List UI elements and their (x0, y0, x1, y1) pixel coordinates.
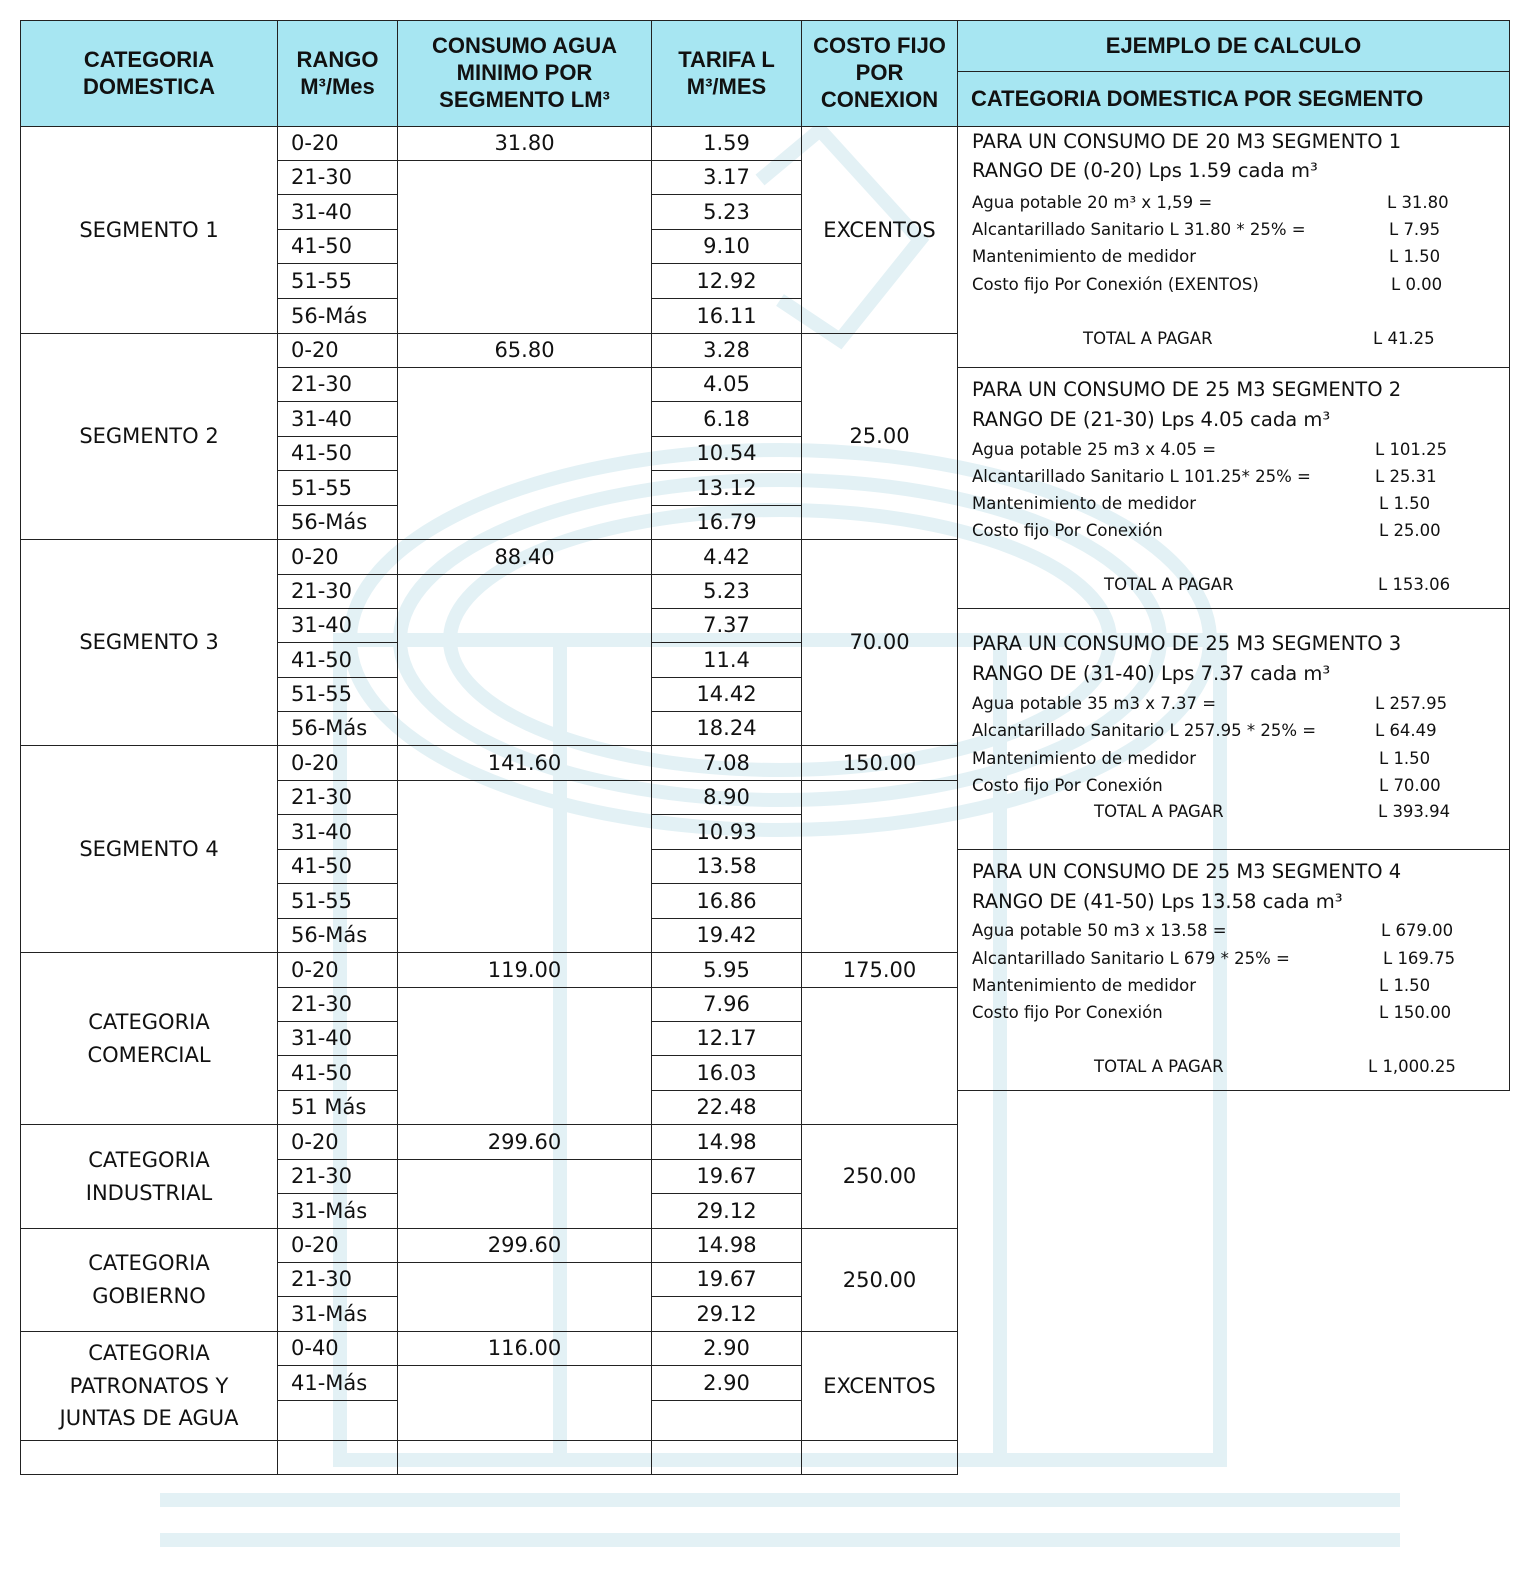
tarifa-cell-text: 2.90 (703, 1336, 750, 1361)
tarifa-cell (651, 711, 802, 746)
example-line-label: Alcantarillado Sanitario L 679 * 25% = (972, 949, 1290, 968)
rango-cell (277, 229, 398, 264)
rango-cell-text: 31-40 (291, 819, 353, 844)
example-line-value: L 64.49 (1375, 721, 1437, 740)
category-cell-text: SEGMENTO 3 (79, 630, 219, 655)
rango-cell-text: 0-20 (291, 750, 339, 775)
costo-fijo-empty-cell (801, 987, 958, 1125)
example-line-label: Alcantarillado Sanitario L 101.25* 25% = (972, 467, 1311, 486)
tarifa-cell (651, 883, 802, 919)
tarifa-cell (651, 642, 802, 678)
example-line-value: L 1.50 (1379, 976, 1431, 995)
rango-cell (277, 1021, 398, 1056)
rango-cell-text: 41-Más (291, 1370, 368, 1395)
rango-cell (277, 367, 398, 402)
example-line-label: Alcantarillado Sanitario L 257.95 * 25% = (972, 721, 1317, 740)
rango-cell (277, 1296, 398, 1332)
rango-cell-text: 51 Más (291, 1095, 367, 1120)
tarifa-cell-text: 14.98 (696, 1233, 757, 1258)
minimo-empty-cell (397, 780, 652, 953)
tarifa-cell (651, 229, 802, 264)
category-cell-text: SEGMENTO 2 (79, 424, 219, 449)
rango-cell-text: 31-40 (291, 199, 353, 224)
example-line-label: Agua potable 25 m3 x 4.05 = (972, 440, 1217, 459)
empty-row-cell (20, 1440, 278, 1475)
example-line-label: Costo fijo Por Conexión (972, 1003, 1163, 1022)
example-total-label: TOTAL A PAGAR (1083, 329, 1213, 348)
rango-cell (277, 470, 398, 506)
rango-cell (277, 1262, 398, 1297)
category-cell (20, 952, 278, 1125)
rango-cell-text: 21-30 (291, 579, 353, 604)
rango-cell (277, 918, 398, 953)
example-line-value: L 150.00 (1379, 1003, 1452, 1022)
rango-cell (277, 1055, 398, 1091)
tarifa-cell-text: 3.17 (703, 165, 750, 190)
rango-cell (277, 1228, 398, 1263)
example-line-value: L 31.80 (1387, 193, 1449, 212)
tarifa-cell (651, 298, 802, 334)
costo-fijo-cell (801, 745, 958, 781)
category-cell-text: CATEGORIA PATRONATOS Y JUNTAS DE AGUA (59, 1341, 239, 1431)
tarifa-cell-text: 13.58 (696, 854, 757, 879)
tarifa-cell-text: 5.95 (703, 957, 750, 982)
tarifa-cell-text: 7.96 (703, 992, 750, 1017)
minimo-cell (397, 333, 652, 368)
example-line-value: L 1.50 (1379, 494, 1431, 513)
tarifa-cell-text: 19.42 (696, 923, 757, 948)
rango-cell (277, 539, 398, 575)
empty-row-cell (277, 1440, 398, 1475)
rango-cell (277, 677, 398, 712)
rango-cell (277, 849, 398, 884)
tarifa-cell (651, 1055, 802, 1091)
minimo-cell (397, 1124, 652, 1160)
rango-cell-text: 21-30 (291, 785, 353, 810)
tarifa-cell (651, 367, 802, 402)
header-ejemplo-sub (957, 71, 1510, 127)
rango-cell-text: 41-50 (291, 441, 353, 466)
minimo-cell-text: 299.60 (487, 1129, 562, 1154)
tarifa-cell-text: 12.92 (696, 268, 757, 293)
rango-cell-text: 51-55 (291, 682, 353, 707)
example-total-label: TOTAL A PAGAR (1104, 575, 1234, 594)
example-line-label: Costo fijo Por Conexión (972, 776, 1163, 795)
example-line-value: L 0.00 (1391, 275, 1443, 294)
rango-cell (277, 883, 398, 919)
example-line-label: Costo fijo Por Conexión (EXENTOS) (972, 275, 1259, 294)
example-title: PARA UN CONSUMO DE 25 M3 SEGMENTO 4 (972, 860, 1402, 883)
tarifa-cell (651, 1400, 802, 1441)
rango-cell-text: 21-30 (291, 165, 353, 190)
tarifa-cell (651, 1159, 802, 1194)
rango-cell-text: 41-50 (291, 854, 353, 879)
rango-cell-text: 21-30 (291, 372, 353, 397)
header-tarifa-label: TARIFA L M³/MES (678, 46, 775, 99)
example-panel-segmento-4 (957, 849, 1510, 1091)
costo-fijo-cell (801, 1124, 958, 1229)
costo-fijo-cell-text: 70.00 (849, 630, 910, 655)
example-line-value: L 679.00 (1381, 921, 1454, 940)
tarifa-cell (651, 1262, 802, 1297)
rango-cell (277, 194, 398, 230)
rango-cell (277, 1400, 398, 1441)
minimo-empty-cell (397, 1262, 652, 1332)
minimo-cell (397, 126, 652, 161)
rango-cell (277, 1193, 398, 1229)
tarifa-cell (651, 952, 802, 988)
example-line-label: Agua potable 35 m3 x 7.37 = (972, 694, 1217, 713)
example-title: PARA UN CONSUMO DE 25 M3 SEGMENTO 3 (972, 632, 1402, 655)
example-panel-segmento-1 (957, 126, 1510, 368)
costo-fijo-cell (801, 126, 958, 334)
example-line-value: L 25.00 (1379, 521, 1441, 540)
minimo-cell-text: 119.00 (487, 957, 562, 982)
example-total-value: L 41.25 (1373, 329, 1435, 348)
tarifa-cell-text: 12.17 (696, 1026, 757, 1051)
example-rate: RANGO DE (0-20) Lps 1.59 cada m³ (972, 159, 1318, 182)
example-line-label: Mantenimiento de medidor (972, 976, 1197, 995)
tarifa-cell (651, 539, 802, 575)
tarifa-cell-text: 10.93 (696, 819, 757, 844)
example-title: PARA UN CONSUMO DE 20 M3 SEGMENTO 1 (972, 130, 1402, 153)
rango-cell (277, 745, 398, 781)
rango-cell-text: 51-55 (291, 888, 353, 913)
costo-fijo-cell-text: EXCENTOS (823, 1373, 936, 1398)
category-cell (20, 539, 278, 746)
header-categoria (20, 20, 278, 127)
costo-fijo-cell (801, 539, 958, 746)
rango-cell-text: 56-Más (291, 716, 368, 741)
rango-cell (277, 298, 398, 334)
tarifa-cell-text: 5.23 (703, 579, 750, 604)
minimo-empty-cell (397, 1159, 652, 1229)
category-cell-text: CATEGORIA GOBIERNO (88, 1251, 210, 1308)
tarifa-cell-text: 16.11 (696, 303, 757, 328)
rango-cell (277, 574, 398, 609)
example-line-label: Mantenimiento de medidor (972, 494, 1197, 513)
example-line-label: Mantenimiento de medidor (972, 247, 1197, 266)
empty-row-cell (397, 1440, 652, 1475)
costo-fijo-empty-cell (801, 780, 958, 953)
example-line-value: L 7.95 (1389, 220, 1441, 239)
tarifa-cell (651, 1228, 802, 1263)
example-total-value: L 1,000.25 (1368, 1057, 1456, 1076)
header-rango (277, 20, 398, 127)
rango-cell-text: 21-30 (291, 992, 353, 1017)
rango-cell (277, 987, 398, 1022)
tarifa-cell (651, 436, 802, 471)
rango-cell-text: 0-20 (291, 1129, 339, 1154)
tarifa-cell-text: 16.79 (696, 510, 757, 535)
rango-cell (277, 436, 398, 471)
category-cell (20, 1331, 278, 1441)
rango-cell (277, 126, 398, 161)
example-rate: RANGO DE (31-40) Lps 7.37 cada m³ (972, 662, 1331, 685)
tarifa-cell-text: 22.48 (696, 1095, 757, 1120)
tarifa-cell-text: 16.86 (696, 888, 757, 913)
header-tarifa (651, 20, 802, 127)
tarifa-cell (651, 574, 802, 609)
category-cell (20, 333, 278, 540)
costo-fijo-cell (801, 952, 958, 988)
minimo-cell-text: 141.60 (487, 750, 562, 775)
rango-cell-text: 0-20 (291, 1233, 339, 1258)
category-cell-text: CATEGORIA INDUSTRIAL (85, 1147, 213, 1205)
minimo-cell-text: 299.60 (487, 1233, 562, 1258)
rango-cell-text: 56-Más (291, 510, 368, 535)
header-rango-label: RANGO M³/Mes (296, 46, 379, 99)
example-total-value: L 393.94 (1378, 802, 1451, 821)
costo-fijo-cell (801, 333, 958, 540)
category-cell-text: CATEGORIA COMERCIAL (87, 1009, 211, 1067)
example-title: PARA UN CONSUMO DE 25 M3 SEGMENTO 2 (972, 378, 1402, 401)
tarifa-cell-text: 19.67 (696, 1164, 757, 1189)
category-cell-text: SEGMENTO 4 (79, 836, 219, 861)
header-consumo-label: CONSUMO AGUA MINIMO POR SEGMENTO LM³ (432, 33, 617, 112)
header-ejemplo (957, 20, 1510, 72)
costo-fijo-cell (801, 1331, 958, 1441)
minimo-cell (397, 539, 652, 575)
rango-cell-text: 41-50 (291, 234, 353, 259)
rango-cell-text: 41-50 (291, 647, 353, 672)
header-consumo-minimo (397, 20, 652, 127)
example-line-label: Alcantarillado Sanitario L 31.80 * 25% = (972, 220, 1306, 239)
rango-cell (277, 1365, 398, 1401)
rango-cell-text: 31-40 (291, 1026, 353, 1051)
category-cell (20, 1228, 278, 1332)
minimo-empty-cell (397, 367, 652, 540)
costo-fijo-cell-text: 150.00 (842, 750, 917, 775)
tarifa-cell (651, 780, 802, 815)
tarifa-cell-text: 29.12 (696, 1301, 757, 1326)
costo-fijo-cell-text: 250.00 (842, 1267, 917, 1292)
tarifa-cell-text: 1.59 (703, 131, 750, 156)
rango-cell (277, 780, 398, 815)
costo-fijo-cell-text: 175.00 (842, 957, 917, 982)
minimo-empty-cell (397, 987, 652, 1125)
tarifa-cell (651, 401, 802, 437)
rango-cell (277, 1090, 398, 1125)
header-ejemplo-label: EJEMPLO DE CALCULO (1105, 32, 1362, 58)
tarifa-cell (651, 1331, 802, 1366)
example-rate: RANGO DE (21-30) Lps 4.05 cada m³ (972, 408, 1331, 431)
example-total-label: TOTAL A PAGAR (1094, 1057, 1224, 1076)
tarifa-cell-text: 18.24 (696, 716, 757, 741)
tarifa-cell-text: 2.90 (703, 1370, 750, 1395)
tarifa-cell (651, 1365, 802, 1401)
costo-fijo-cell-text: EXCENTOS (823, 217, 936, 242)
minimo-cell-text: 116.00 (487, 1336, 562, 1361)
tarifa-cell-text: 13.12 (696, 475, 757, 500)
tarifa-cell (651, 160, 802, 195)
header-costo-fijo (801, 20, 958, 127)
tarifa-cell (651, 849, 802, 884)
rango-cell-text: 21-30 (291, 1164, 353, 1189)
example-total-value: L 153.06 (1378, 575, 1451, 594)
tarifa-cell (651, 1124, 802, 1160)
example-line-value: L 101.25 (1375, 440, 1448, 459)
tarifa-cell-text: 9.10 (703, 234, 750, 259)
minimo-cell-text: 31.80 (494, 131, 555, 156)
rango-cell-text: 51-55 (291, 475, 353, 500)
rango-cell-text: 31-Más (291, 1301, 368, 1326)
tarifa-cell-text: 16.03 (696, 1060, 757, 1085)
rango-cell-text: 0-20 (291, 544, 339, 569)
tarifa-cell (651, 608, 802, 643)
example-panel-segmento-2 (957, 367, 1510, 609)
rango-cell-text: 0-40 (291, 1336, 339, 1361)
example-line-value: L 1.50 (1379, 749, 1431, 768)
tarifa-cell-text: 19.67 (696, 1267, 757, 1292)
rango-cell (277, 505, 398, 540)
category-cell-text: SEGMENTO 1 (79, 217, 219, 242)
tarifa-cell-text: 8.90 (703, 785, 750, 810)
header-categoria-label: CATEGORIA DOMESTICA (83, 46, 215, 99)
minimo-cell (397, 1228, 652, 1263)
tarifa-cell (651, 745, 802, 781)
rango-cell (277, 160, 398, 195)
rango-cell (277, 952, 398, 988)
minimo-cell-text: 65.80 (494, 338, 555, 363)
rango-cell-text: 31-40 (291, 613, 353, 638)
minimo-cell-text: 88.40 (494, 544, 555, 569)
example-panel-segmento-3 (957, 608, 1510, 850)
tarifa-cell (651, 677, 802, 712)
minimo-empty-cell (397, 574, 652, 746)
example-total-label: TOTAL A PAGAR (1094, 802, 1224, 821)
tarifa-cell (651, 263, 802, 299)
example-line-value: L 70.00 (1379, 776, 1441, 795)
tarifa-cell-text: 4.05 (703, 372, 750, 397)
costo-fijo-cell-text: 25.00 (849, 424, 910, 449)
tarifa-cell (651, 126, 802, 161)
rango-cell-text: 21-30 (291, 1267, 353, 1292)
example-line-value: L 1.50 (1389, 247, 1441, 266)
tarifa-cell (651, 333, 802, 368)
rango-cell (277, 263, 398, 299)
tarifa-cell-text: 14.42 (696, 682, 757, 707)
rango-cell (277, 1159, 398, 1194)
rango-cell-text: 0-20 (291, 131, 339, 156)
minimo-cell (397, 1331, 652, 1366)
example-line-label: Costo fijo Por Conexión (972, 521, 1163, 540)
costo-fijo-cell (801, 1228, 958, 1332)
tarifa-cell (651, 470, 802, 506)
tarifa-cell-text: 4.42 (703, 544, 750, 569)
category-cell (20, 745, 278, 953)
rango-cell-text: 51-55 (291, 268, 353, 293)
tarifa-cell (651, 1193, 802, 1229)
tarifa-cell-text: 6.18 (703, 406, 750, 431)
tarifa-cell (651, 194, 802, 230)
minimo-empty-cell (397, 1365, 652, 1441)
rango-cell (277, 1124, 398, 1160)
tarifa-cell (651, 1090, 802, 1125)
example-rate: RANGO DE (41-50) Lps 13.58 cada m³ (972, 890, 1343, 913)
tarifa-cell-text: 7.08 (703, 750, 750, 775)
rango-cell (277, 401, 398, 437)
tarifa-cell-text: 3.28 (703, 338, 750, 363)
rango-cell-text: 0-20 (291, 957, 339, 982)
rango-cell (277, 711, 398, 746)
tarifa-cell (651, 814, 802, 850)
tarifa-cell-text: 14.98 (696, 1129, 757, 1154)
example-line-value: L 25.31 (1375, 467, 1437, 486)
tarifa-cell-text: 29.12 (696, 1198, 757, 1223)
tarifa-cell-text: 10.54 (696, 441, 757, 466)
tarifa-cell-text: 11.4 (703, 647, 750, 672)
rango-cell-text: 31-Más (291, 1198, 368, 1223)
rango-cell-text: 0-20 (291, 338, 339, 363)
minimo-cell (397, 952, 652, 988)
tarifa-cell (651, 918, 802, 953)
rango-cell-text: 31-40 (291, 406, 353, 431)
tarifa-cell (651, 987, 802, 1022)
tarifa-cell (651, 1296, 802, 1332)
category-cell (20, 126, 278, 334)
tarifa-cell-text: 5.23 (703, 199, 750, 224)
example-line-label: Agua potable 20 m³ x 1,59 = (972, 193, 1213, 212)
minimo-empty-cell (397, 160, 652, 334)
header-costo-label: COSTO FIJO POR CONEXION (813, 33, 946, 112)
category-cell (20, 1124, 278, 1229)
example-line-label: Mantenimiento de medidor (972, 749, 1197, 768)
example-line-label: Agua potable 50 m3 x 13.58 = (972, 921, 1227, 940)
rango-cell (277, 333, 398, 368)
header-ejemplo-sub-label: CATEGORIA DOMESTICA POR SEGMENTO (971, 85, 1424, 111)
rango-cell (277, 608, 398, 643)
rango-cell-text: 56-Más (291, 923, 368, 948)
rango-cell (277, 642, 398, 678)
example-line-value: L 169.75 (1383, 949, 1456, 968)
minimo-cell (397, 745, 652, 781)
empty-row-cell (651, 1440, 802, 1475)
rango-cell (277, 814, 398, 850)
tarifa-cell-text: 7.37 (703, 613, 750, 638)
example-line-value: L 257.95 (1375, 694, 1448, 713)
empty-row-cell (801, 1440, 958, 1475)
costo-fijo-cell-text: 250.00 (842, 1164, 917, 1189)
rango-cell (277, 1331, 398, 1366)
rango-cell-text: 41-50 (291, 1060, 353, 1085)
tarifa-cell (651, 505, 802, 540)
tarifa-cell (651, 1021, 802, 1056)
rango-cell-text: 56-Más (291, 303, 368, 328)
